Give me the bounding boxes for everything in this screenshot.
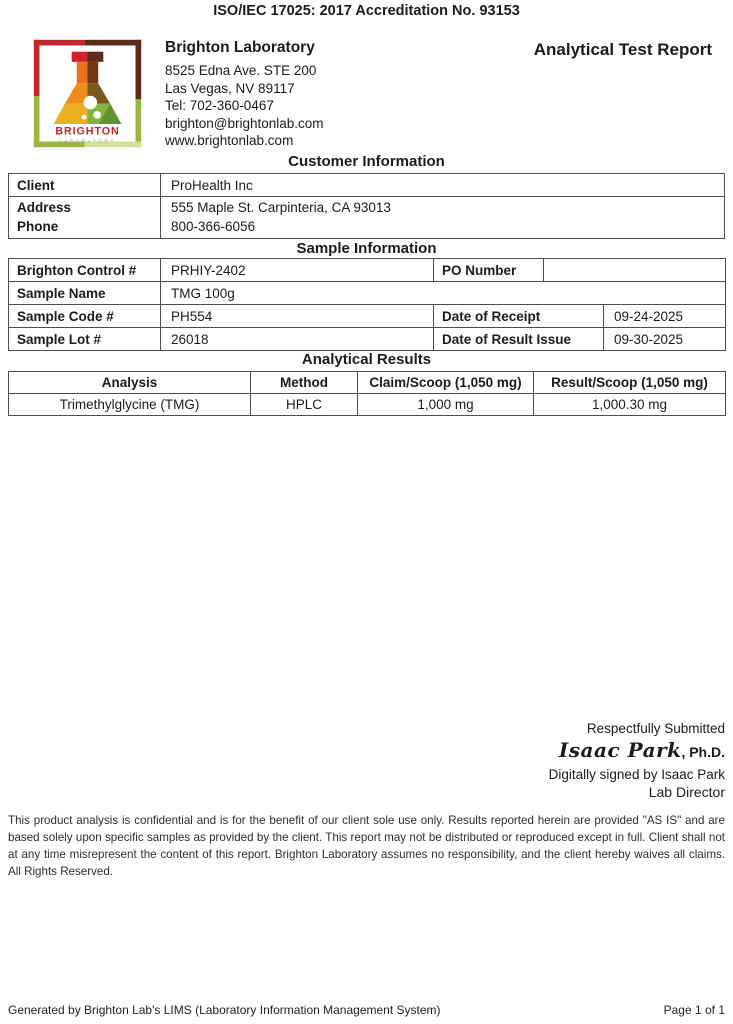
sample-name-value: TMG 100g	[161, 282, 726, 305]
accreditation-header: ISO/IEC 17025: 2017 Accreditation No. 93153	[213, 3, 520, 19]
logo-brand-text: BRIGHTON	[55, 125, 120, 138]
lab-address-line2: Las Vegas, NV 89117	[165, 80, 295, 96]
sample-code-label: Sample Code #	[9, 305, 161, 328]
control-value: PRHIY-2402	[161, 259, 434, 282]
table-row	[9, 197, 725, 239]
result-claim: 1,000 mg	[358, 394, 534, 416]
po-label: PO Number	[434, 259, 544, 282]
signature-block	[549, 721, 725, 800]
column-header-result: Result/Scoop (1,050 mg)	[534, 372, 726, 394]
section-title-sample-information: Sample Information	[296, 240, 437, 257]
phone-label: Phone	[17, 219, 59, 234]
sample-name-label: Sample Name	[9, 282, 161, 305]
table-row	[9, 305, 726, 328]
receipt-label: Date of Receipt	[434, 305, 604, 328]
page-footer	[8, 1003, 725, 1017]
customer-information-table	[8, 173, 725, 239]
column-header-method: Method	[251, 372, 358, 394]
po-value	[544, 259, 726, 282]
section-title-analytical-results: Analytical Results	[301, 351, 432, 368]
analytical-results-table	[8, 371, 726, 416]
respectfully-submitted-text: Respectfully Submitted	[586, 721, 725, 736]
client-value: ProHealth Inc	[161, 174, 725, 197]
address-value: 555 Maple St. Carpinteria, CA 93013	[171, 200, 391, 215]
footer-page-number: Page 1 of 1	[663, 1003, 725, 1017]
lab-director-text: Lab Director	[648, 784, 725, 800]
footer-generated-by: Generated by Brighton Lab's LIMS (Laboratory Information Management System)	[8, 1003, 441, 1017]
table-row	[9, 259, 726, 282]
signature-line	[549, 738, 725, 762]
lab-info-block	[165, 39, 324, 150]
result-value: 1,000.30 mg	[534, 394, 726, 416]
digitally-signed-text: Digitally signed by Isaac Park	[548, 767, 725, 782]
table-row	[9, 394, 726, 416]
column-header-analysis: Analysis	[9, 372, 251, 394]
sample-lot-value: 26018	[161, 328, 434, 351]
lab-website: www.brightonlab.com	[165, 133, 294, 148]
issue-value: 09-30-2025	[604, 328, 726, 351]
lab-address-line1: 8525 Edna Ave. STE 200	[165, 63, 317, 78]
lab-phone: Tel: 702-360-0467	[165, 98, 274, 113]
disclaimer-text: This product analysis is confidential and is for the benefit of our client sole use only. Results reported herein are provided "AS IS" and are based solely upon specific samples as provided by the client. This report may not be distributed or reproduced except in full. Client shall not at any time misrepresent the content of this report. Brighton Laboratory assumes no responsibility, and the client hereby waives all claims. All Rights Reserved.	[8, 814, 725, 878]
phone-value: 800-366-6056	[171, 219, 256, 234]
table-row	[9, 174, 725, 197]
client-label: Client	[9, 174, 161, 197]
signature-suffix: , Ph.D.	[681, 744, 725, 760]
sample-lot-label: Sample Lot #	[9, 328, 161, 351]
column-header-claim: Claim/Scoop (1,050 mg)	[358, 372, 534, 394]
brighton-lab-logo	[31, 37, 144, 150]
control-label: Brighton Control #	[9, 259, 161, 282]
result-analysis: Trimethylglycine (TMG)	[9, 394, 251, 416]
logo-subtitle-text: LABORATORY	[59, 139, 116, 145]
report-title: Analytical Test Report	[533, 40, 712, 59]
issue-label: Date of Result Issue	[434, 328, 604, 351]
lab-email: brighton@brightonlab.com	[165, 115, 324, 131]
flask-icon	[54, 52, 122, 124]
section-title-customer-information: Customer Information	[288, 153, 445, 170]
sample-information-table	[8, 258, 726, 351]
receipt-value: 09-24-2025	[604, 305, 726, 328]
table-header-row	[9, 372, 726, 394]
table-row	[9, 282, 726, 305]
address-label: Address	[17, 200, 72, 215]
signature-name: Isaac Park	[558, 738, 682, 762]
table-row	[9, 328, 726, 351]
result-method: HPLC	[251, 394, 358, 416]
sample-code-value: PH554	[161, 305, 434, 328]
lab-name: Brighton Laboratory	[165, 39, 315, 56]
